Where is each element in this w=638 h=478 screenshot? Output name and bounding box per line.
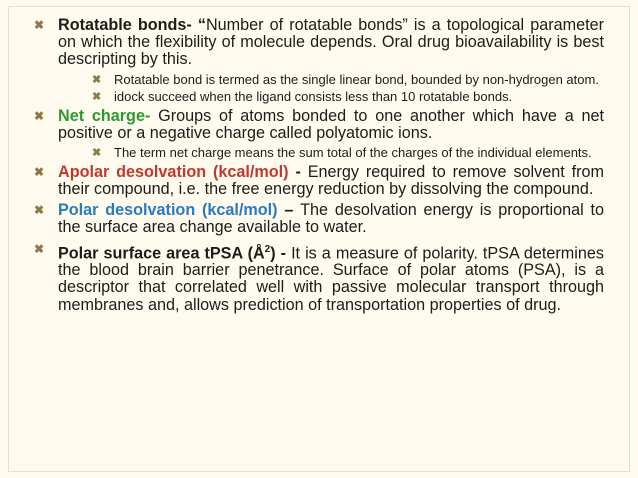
text-idock: idock succeed when the ligand consists less than 10 rotatable bonds. (114, 89, 513, 105)
text-rotatable-definition: Rotatable bond is termed as the single linear bond, bounded by non-hydrogen atom. (114, 71, 599, 87)
slide-content (34, 17, 604, 318)
label-polar-desolvation: Polar desolvation (kcal/mol) (58, 201, 278, 220)
label-apolar-desolvation: Apolar desolvation (kcal/mol) (58, 162, 289, 181)
x-mark-bullet-icon: ✖ (92, 73, 102, 86)
label-apolar-suffix: - (288, 162, 308, 181)
label-psa-pre: Polar surface area tPSA (Å (58, 244, 265, 262)
label-rotatable-bonds-suffix: “ (191, 16, 206, 34)
bullet-polar-desolvation (34, 202, 604, 236)
label-psa-sup: 2 (264, 243, 271, 255)
bullet-net-charge (34, 108, 604, 142)
text-apolar-desolvation: Energy required to remove solvent from their compound, i.e. the free energy reduction by dissolving the compound. (58, 162, 604, 198)
x-mark-bullet-icon: ✖ (92, 91, 102, 104)
label-polar-suffix: – (277, 201, 301, 220)
text-polar-surface-area: It is a measure of polarity. tPSA determines the blood brain barrier penetrance. Surface of polar atoms (PSA), is a descriptor that correlated well with passive molecular transport through membranes and, allows prediction of transportation properties of drug. (58, 244, 604, 314)
text-net-charge: Groups of atoms bonded to one another which have a net positive or a negative charge called polyatomic ions. (58, 106, 604, 142)
x-mark-bullet-icon: ✖ (34, 108, 45, 123)
label-net-charge: Net charge- (58, 106, 151, 125)
x-mark-bullet-icon: ✖ (34, 203, 45, 218)
x-mark-bullet-icon: ✖ (34, 18, 45, 32)
x-mark-bullet-icon: ✖ (34, 164, 45, 179)
text-net-charge-term: The term net charge means the sum total of the charges of the individual elements. (114, 145, 592, 161)
x-mark-bullet-icon: ✖ (34, 241, 45, 256)
bullet-apolar-desolvation (34, 164, 604, 198)
bullet-polar-surface-area (34, 241, 604, 314)
label-rotatable-bonds: Rotatable bonds- (58, 16, 192, 34)
label-psa-post: ) - (270, 244, 292, 262)
sub-bullet-rotatable-definition (34, 73, 604, 88)
sub-bullet-net-charge-term (34, 146, 604, 161)
x-mark-bullet-icon: ✖ (92, 147, 102, 160)
text-rotatable-bonds: Number of rotatable bonds” is a topological parameter on which the flexibility of molecule depends. Oral drug bioavailability is best descripting by this. (58, 16, 605, 69)
sub-bullet-idock (34, 90, 604, 105)
bullet-rotatable-bonds (34, 17, 604, 69)
text-polar-desolvation: The desolvation energy is proportional to the surface area change available to water. (58, 201, 605, 237)
